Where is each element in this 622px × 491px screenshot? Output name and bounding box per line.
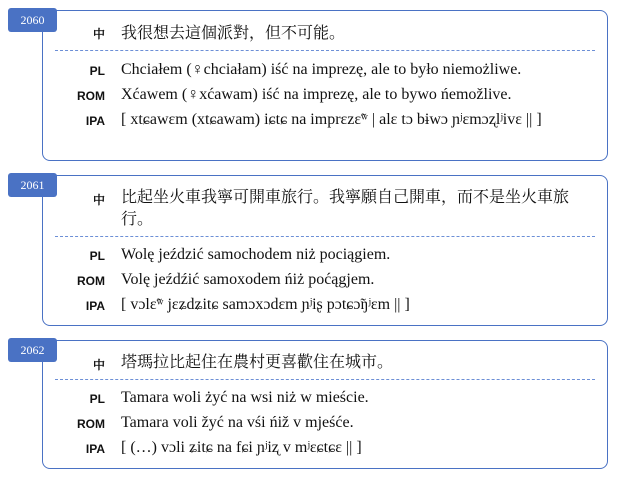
entry-number-badge: 2060 xyxy=(8,8,57,32)
rom-label: ROM xyxy=(77,417,105,431)
zh-text: 塔瑪拉比起住在農村更喜歡住在城市。 xyxy=(121,352,394,371)
rom-text: Volę jeźdźić samoxodem ńiż poćągjem. xyxy=(121,271,375,288)
ipa-label: IPA xyxy=(85,114,105,128)
entry-number-badge: 2061 xyxy=(8,173,57,197)
zh-label: 中 xyxy=(92,193,105,207)
rom-label: ROM xyxy=(77,274,105,288)
rom-text: Tamara voli žyć na vśi ńiž v mjeśće. xyxy=(121,414,354,431)
zh-label: 中 xyxy=(92,27,105,41)
zh-text: 我很想去這個派對，但不可能。 xyxy=(121,23,346,42)
pl-text: Chciałem (♀chciałam) iść na imprezę, ale to było niemożliwe. xyxy=(121,61,522,78)
entry-card xyxy=(42,10,608,161)
entry-card xyxy=(42,340,608,469)
divider xyxy=(55,236,595,237)
zh-label: 中 xyxy=(92,358,105,372)
pl-text: Wolę jeździć samochodem niż pociągiem. xyxy=(121,246,391,263)
ipa-label: IPA xyxy=(85,442,105,456)
rom-label: ROM xyxy=(77,89,105,103)
ipa-label: IPA xyxy=(85,299,105,313)
zh-text: 比起坐火車我寧可開車旅行。我寧願自己開車，而不是坐火車旅行。 xyxy=(121,187,570,228)
ipa-text: [ vɔlɛ̃ʷ jɛʑdʑitɕ samɔxɔdɛm ɲʲiʂ pɔtɕɔ̃ŋʲɛm || ] xyxy=(121,296,410,313)
ipa-text: [ (…) vɔli ʑitɕ na fɕi ɲʲiʐ v mʲɛɕtɕɛ || ] xyxy=(121,439,362,456)
divider xyxy=(55,50,595,51)
rom-text: Xćawem (♀xćawam) iść na imprezę, ale to bywo ńemožlive. xyxy=(121,86,512,103)
pl-label: PL xyxy=(89,64,105,78)
entry-card xyxy=(42,175,608,326)
pl-label: PL xyxy=(89,249,105,263)
entry-number-badge: 2062 xyxy=(8,338,57,362)
pl-text: Tamara woli żyć na wsi niż w mieście. xyxy=(121,389,369,406)
ipa-text: [ xtɕawɛm (xtɕawam) iɕtɕ na imprɛzɛ̃ʷ | alɛ tɔ bɨwɔ ɲʲɛmɔʐlʲivɛ || ] xyxy=(121,111,542,128)
divider xyxy=(55,379,595,380)
pl-label: PL xyxy=(89,392,105,406)
